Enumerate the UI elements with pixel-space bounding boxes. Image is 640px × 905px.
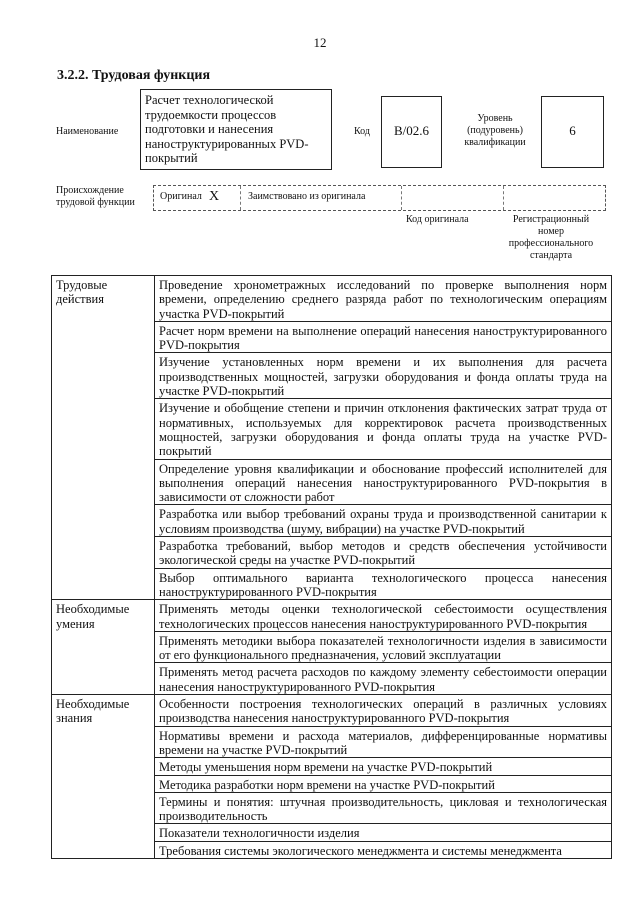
- section-item-cell: Применять методики выбора показателей технологичности изделия в зависимости от его функционального предназначения, условий эксплуатации: [155, 631, 612, 663]
- section-item-cell: Применять метод расчета расходов по каждому элементу себестоимости операции нанесения наноструктурированного PVD-покрытия: [155, 663, 612, 695]
- function-name-box: [140, 89, 332, 170]
- section-title-cell: Необходимые знания: [52, 695, 155, 859]
- code-box: [381, 96, 442, 168]
- code-original-label: Код оригинала: [406, 214, 469, 225]
- level-box: [541, 96, 604, 168]
- table-row: [52, 600, 612, 632]
- section-item-cell: Термины и понятия: штучная производительность, цикловая и технологическая производительность: [155, 792, 612, 824]
- function-table: [51, 275, 612, 859]
- section-item-cell: Проведение хронометражных исследований по проверке выполнения норм времени, определению среднего разряда работ по технологическим операциям участка PVD-покрытий: [155, 276, 612, 322]
- borrowed-label: Заимствовано из оригинала: [248, 191, 366, 202]
- section-item-cell: Разработка требований, выбор методов и средств обеспечения устойчивости экологической среды на участке PVD-покрытий: [155, 537, 612, 569]
- level-label: Уровень (подуровень) квалификации: [464, 113, 526, 148]
- name-label: Наименование: [56, 126, 119, 137]
- original-label: Оригинал: [160, 191, 202, 202]
- origin-divider: [503, 186, 504, 210]
- function-name: Расчет технологической трудоемкости процессов подготовки и нанесения наноструктурированных PVD-покрытий: [145, 93, 309, 165]
- section-item-cell: Методика разработки норм времени на участке PVD-покрытий: [155, 775, 612, 792]
- page-number: 12: [313, 35, 327, 50]
- section-item-cell: Изучение и обобщение степени и причин отклонения фактических затрат труда от нормативных, используемых для корректировок расчета производственных мощностей, загрузки оборудования и фонда оплаты труда на участке PVD-покрытий: [155, 399, 612, 459]
- origin-divider: [240, 186, 241, 210]
- code-value: B/02.6: [393, 123, 430, 138]
- section-title-cell: Необходимые умения: [52, 600, 155, 695]
- section-item-cell: Нормативы времени и расхода материалов, дифференцированные нормативы времени на участке PVD-покрытий: [155, 726, 612, 758]
- original-mark: X: [209, 189, 220, 204]
- origin-label: Происхождение трудовой функции: [56, 185, 135, 208]
- section-item-cell: Особенности построения технологических операций в различных условиях производства нанесения наноструктурированного PVD-покрытия: [155, 695, 612, 727]
- code-label: Код: [354, 126, 370, 137]
- section-item-cell: Разработка или выбор требований охраны труда и производственной санитарии к условиям производства (шуму, вибрации) на участке PVD-покрытий: [155, 505, 612, 537]
- table-row: [52, 276, 612, 322]
- level-value: 6: [569, 123, 576, 138]
- section-item-cell: Применять методы оценки технологической себестоимости осуществления технологических процессов нанесения наноструктурированного PVD-покрытия: [155, 600, 612, 632]
- section-item-cell: Требования системы экологического менеджмента и системы менеджмента: [155, 841, 612, 858]
- section-title-cell: Трудовые действия: [52, 276, 155, 600]
- origin-box: [153, 185, 606, 211]
- section-item-cell: Выбор оптимального варианта технологического процесса нанесения наноструктурированного PVD-покрытия: [155, 568, 612, 600]
- section-item-cell: Показатели технологичности изделия: [155, 824, 612, 841]
- origin-divider: [401, 186, 402, 210]
- section-item-cell: Определение уровня квалификации и обоснование профессий исполнителей для выполнения операций нанесения наноструктурированного PVD-покрытия в зависимости от сложности работ: [155, 459, 612, 505]
- section-title: 3.2.2. Трудовая функция: [57, 68, 211, 83]
- section-item-cell: Расчет норм времени на выполнение операций нанесения наноструктурированного PVD-покрытия: [155, 321, 612, 353]
- reg-number-label: Регистрационный номер профессионального стандарта: [508, 214, 594, 261]
- section-item-cell: Методы уменьшения норм времени на участке PVD-покрытий: [155, 758, 612, 775]
- table-row: [52, 695, 612, 727]
- section-item-cell: Изучение установленных норм времени и их выполнения для расчета производственных мощностей, загрузки оборудования и фонда оплаты труда на участке PVD-покрытий: [155, 353, 612, 399]
